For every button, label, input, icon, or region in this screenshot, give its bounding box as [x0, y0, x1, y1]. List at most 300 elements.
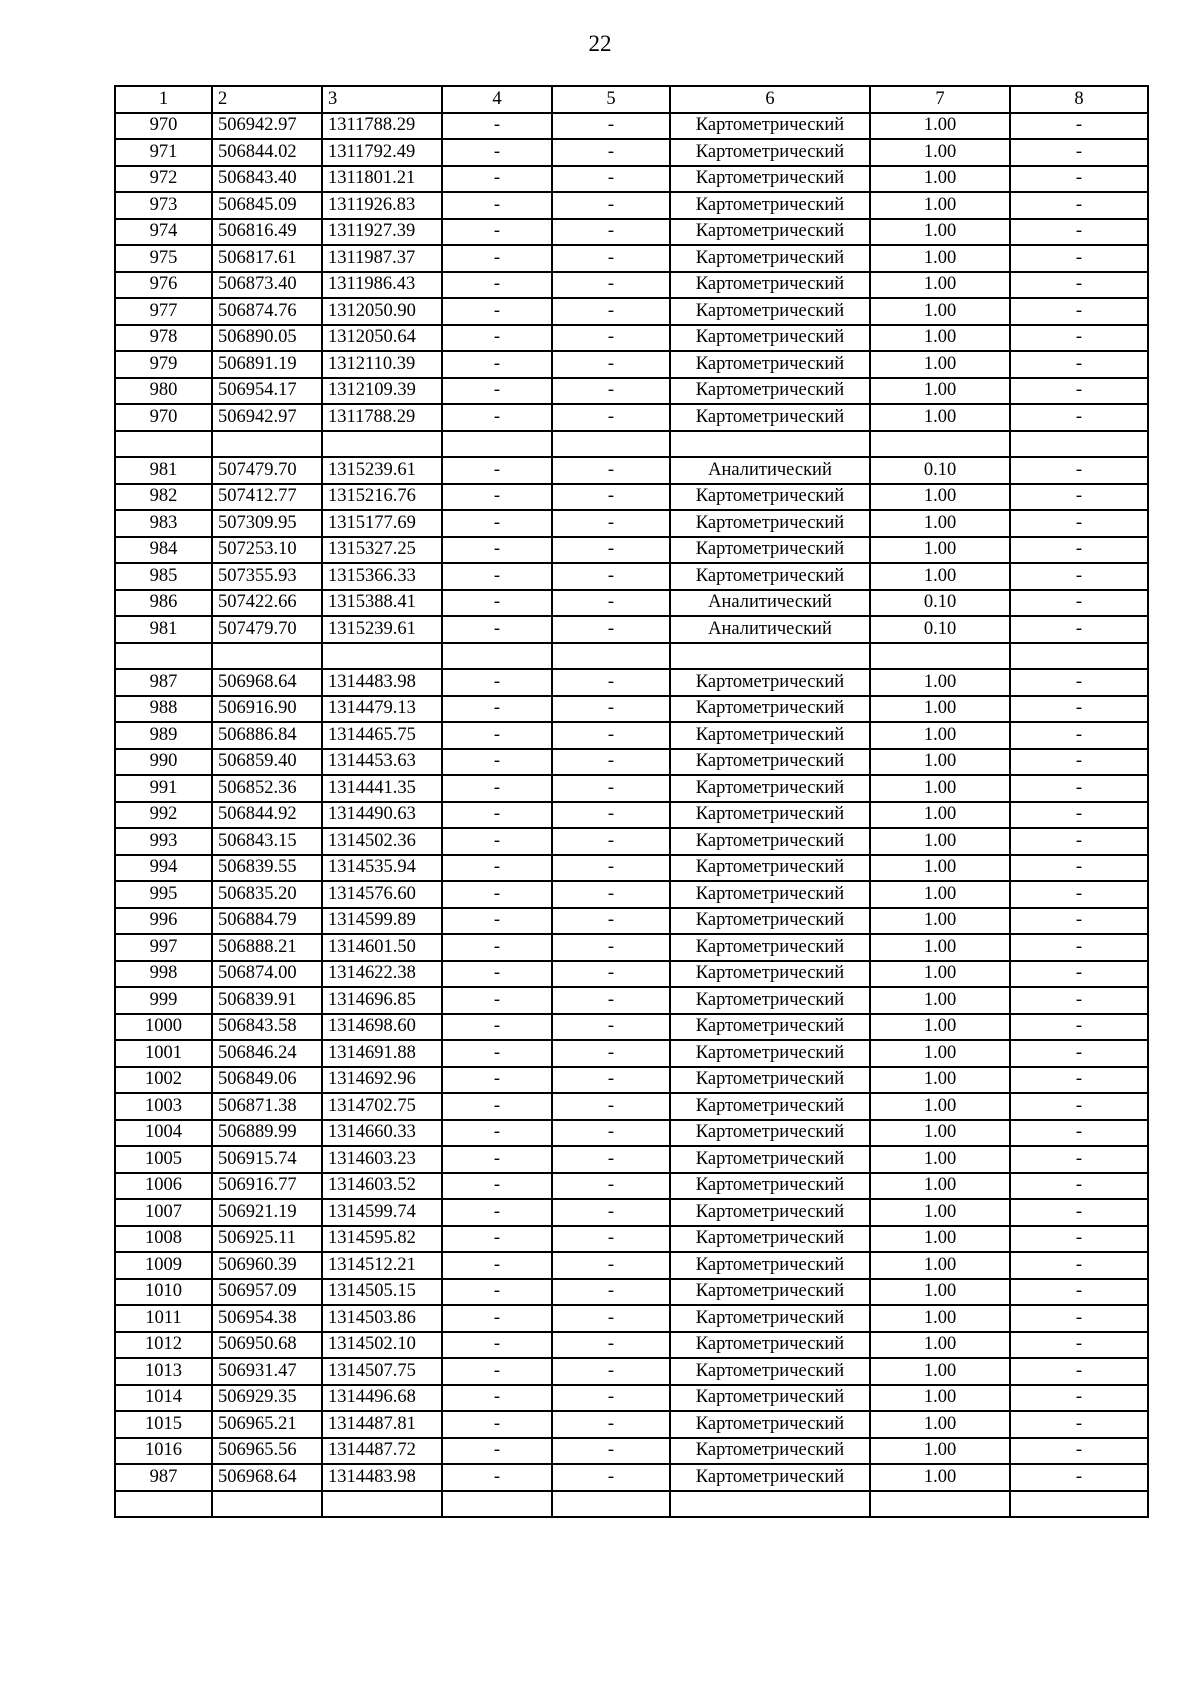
- cell-col-8: -: [1010, 696, 1148, 723]
- cell-col-1: 990: [115, 749, 212, 776]
- cell-col-6: Аналитический: [670, 590, 870, 617]
- cell-col-4: -: [442, 1067, 552, 1094]
- cell-col-3: 1315327.25: [322, 537, 442, 564]
- cell-col-5: -: [552, 1120, 670, 1147]
- cell-col-3: 1314490.63: [322, 802, 442, 829]
- cell-col-7: 1.00: [870, 1067, 1010, 1094]
- cell-col-1: 1015: [115, 1411, 212, 1438]
- cell-col-5: -: [552, 1279, 670, 1306]
- cell-col-1: 987: [115, 669, 212, 696]
- cell-col-5: -: [552, 192, 670, 219]
- cell-col-3: 1314601.50: [322, 934, 442, 961]
- cell-col-2: 506873.40: [212, 272, 322, 299]
- cell-col-1: 977: [115, 298, 212, 325]
- cell-col-2: 506960.39: [212, 1252, 322, 1279]
- cell-col-4: -: [442, 1252, 552, 1279]
- cell-col-6: Картометрический: [670, 272, 870, 299]
- cell-col-4: -: [442, 1199, 552, 1226]
- cell-col-6: Картометрический: [670, 298, 870, 325]
- cell-col-5: -: [552, 881, 670, 908]
- cell-col-6: Картометрический: [670, 1358, 870, 1385]
- cell-col-7: 1.00: [870, 669, 1010, 696]
- cell-col-1: 974: [115, 219, 212, 246]
- cell-col-3: 1315239.61: [322, 457, 442, 484]
- cell-col-5: -: [552, 987, 670, 1014]
- table-row: [115, 298, 1148, 325]
- coordinates-table: [114, 85, 1149, 1518]
- cell-col-8: -: [1010, 378, 1148, 405]
- cell-col-3: 1314512.21: [322, 1252, 442, 1279]
- table-row: [115, 245, 1148, 272]
- cell-col-6: Картометрический: [670, 351, 870, 378]
- cell-col-5: -: [552, 1411, 670, 1438]
- cell-col-2: 506839.91: [212, 987, 322, 1014]
- table-row: [115, 1173, 1148, 1200]
- cell-col-4: -: [442, 139, 552, 166]
- cell-col-2: 506846.24: [212, 1040, 322, 1067]
- table-row: [115, 669, 1148, 696]
- cell-col-7: 1.00: [870, 192, 1010, 219]
- cell-col-1: 1014: [115, 1385, 212, 1412]
- cell-col-8: -: [1010, 404, 1148, 431]
- cell-col-1: 1012: [115, 1332, 212, 1359]
- cell-col-8: -: [1010, 1226, 1148, 1253]
- cell-col-7: 1.00: [870, 1358, 1010, 1385]
- cell-col-6: Картометрический: [670, 404, 870, 431]
- cell-col-3: 1314692.96: [322, 1067, 442, 1094]
- cell-col-8: -: [1010, 1411, 1148, 1438]
- cell-col-7: 1.00: [870, 1279, 1010, 1306]
- cell-col-7: 0.10: [870, 590, 1010, 617]
- cell-col-4: -: [442, 563, 552, 590]
- cell-col-3: 1315239.61: [322, 616, 442, 643]
- table-row: [115, 1093, 1148, 1120]
- table-row: [115, 378, 1148, 405]
- cell-col-3: [322, 643, 442, 670]
- cell-col-4: -: [442, 537, 552, 564]
- cell-col-3: 1314622.38: [322, 961, 442, 988]
- cell-col-6: Картометрический: [670, 1252, 870, 1279]
- cell-col-8: -: [1010, 1093, 1148, 1120]
- cell-col-4: -: [442, 722, 552, 749]
- cell-col-6: Картометрический: [670, 881, 870, 908]
- cell-col-4: -: [442, 1279, 552, 1306]
- cell-col-7: 1.00: [870, 298, 1010, 325]
- cell-col-8: -: [1010, 722, 1148, 749]
- table-row: [115, 616, 1148, 643]
- cell-col-6: Картометрический: [670, 563, 870, 590]
- cell-col-5: -: [552, 245, 670, 272]
- cell-col-1: 976: [115, 272, 212, 299]
- table-row: [115, 1358, 1148, 1385]
- cell-col-5: -: [552, 1146, 670, 1173]
- cell-col-8: -: [1010, 1199, 1148, 1226]
- cell-col-3: 1314696.85: [322, 987, 442, 1014]
- cell-col-6: Картометрический: [670, 1120, 870, 1147]
- cell-col-6: Картометрический: [670, 828, 870, 855]
- cell-col-7: 1.00: [870, 245, 1010, 272]
- cell-col-8: [1010, 1491, 1148, 1518]
- cell-col-7: 0.10: [870, 616, 1010, 643]
- cell-col-4: -: [442, 245, 552, 272]
- cell-col-1: 970: [115, 404, 212, 431]
- cell-col-6: Картометрический: [670, 484, 870, 511]
- cell-col-5: [552, 1491, 670, 1518]
- cell-col-4: -: [442, 696, 552, 723]
- cell-col-2: 506968.64: [212, 669, 322, 696]
- cell-col-8: -: [1010, 1252, 1148, 1279]
- cell-col-1: 998: [115, 961, 212, 988]
- cell-col-7: 1.00: [870, 1040, 1010, 1067]
- table-row: [115, 1411, 1148, 1438]
- header-cell-4: 4: [442, 86, 552, 113]
- cell-col-7: 1.00: [870, 1385, 1010, 1412]
- cell-col-2: 506942.97: [212, 113, 322, 140]
- cell-col-2: 506843.58: [212, 1014, 322, 1041]
- cell-col-7: 1.00: [870, 1199, 1010, 1226]
- cell-col-7: 1.00: [870, 537, 1010, 564]
- cell-col-7: 1.00: [870, 775, 1010, 802]
- cell-col-8: -: [1010, 669, 1148, 696]
- cell-col-2: 506916.77: [212, 1173, 322, 1200]
- cell-col-3: 1314576.60: [322, 881, 442, 908]
- table-row: [115, 563, 1148, 590]
- cell-col-5: [552, 431, 670, 458]
- cell-col-5: -: [552, 219, 670, 246]
- cell-col-7: 1.00: [870, 908, 1010, 935]
- cell-col-2: 506886.84: [212, 722, 322, 749]
- cell-col-7: [870, 431, 1010, 458]
- cell-col-6: Картометрический: [670, 219, 870, 246]
- cell-col-7: 1.00: [870, 1014, 1010, 1041]
- cell-col-3: 1311986.43: [322, 272, 442, 299]
- cell-col-6: Картометрический: [670, 987, 870, 1014]
- cell-col-2: 506859.40: [212, 749, 322, 776]
- cell-col-1: 996: [115, 908, 212, 935]
- cell-col-7: 1.00: [870, 1332, 1010, 1359]
- cell-col-6: [670, 431, 870, 458]
- cell-col-8: -: [1010, 1438, 1148, 1465]
- cell-col-7: 1.00: [870, 1438, 1010, 1465]
- cell-col-8: -: [1010, 537, 1148, 564]
- cell-col-4: -: [442, 961, 552, 988]
- cell-col-5: -: [552, 1252, 670, 1279]
- cell-col-5: -: [552, 1358, 670, 1385]
- cell-col-4: -: [442, 749, 552, 776]
- table-row: [115, 272, 1148, 299]
- cell-col-6: Картометрический: [670, 696, 870, 723]
- cell-col-4: -: [442, 1438, 552, 1465]
- cell-col-3: [322, 1491, 442, 1518]
- cell-col-4: -: [442, 1411, 552, 1438]
- cell-col-4: -: [442, 934, 552, 961]
- table-row: [115, 219, 1148, 246]
- cell-col-1: [115, 643, 212, 670]
- cell-col-7: 1.00: [870, 351, 1010, 378]
- cell-col-2: 507412.77: [212, 484, 322, 511]
- cell-col-3: 1314502.10: [322, 1332, 442, 1359]
- cell-col-8: -: [1010, 1040, 1148, 1067]
- cell-col-5: -: [552, 669, 670, 696]
- cell-col-6: Картометрический: [670, 1093, 870, 1120]
- cell-col-3: 1315177.69: [322, 510, 442, 537]
- cell-col-1: 999: [115, 987, 212, 1014]
- header-cell-8: 8: [1010, 86, 1148, 113]
- cell-col-1: 993: [115, 828, 212, 855]
- cell-col-5: -: [552, 351, 670, 378]
- table-row: [115, 431, 1148, 458]
- cell-col-1: 1006: [115, 1173, 212, 1200]
- cell-col-3: 1314595.82: [322, 1226, 442, 1253]
- table-row: [115, 908, 1148, 935]
- table-header-row: [115, 86, 1148, 113]
- cell-col-5: -: [552, 272, 670, 299]
- cell-col-3: 1314483.98: [322, 669, 442, 696]
- cell-col-3: 1314503.86: [322, 1305, 442, 1332]
- cell-col-6: Картометрический: [670, 1464, 870, 1491]
- cell-col-1: 972: [115, 166, 212, 193]
- cell-col-5: -: [552, 113, 670, 140]
- cell-col-4: -: [442, 457, 552, 484]
- cell-col-3: 1314487.72: [322, 1438, 442, 1465]
- cell-col-6: Картометрический: [670, 775, 870, 802]
- cell-col-7: 1.00: [870, 166, 1010, 193]
- cell-col-6: Картометрический: [670, 802, 870, 829]
- cell-col-2: 506852.36: [212, 775, 322, 802]
- cell-col-5: -: [552, 722, 670, 749]
- cell-col-4: -: [442, 272, 552, 299]
- cell-col-2: 506871.38: [212, 1093, 322, 1120]
- table-row: [115, 1199, 1148, 1226]
- cell-col-4: -: [442, 1093, 552, 1120]
- cell-col-5: -: [552, 828, 670, 855]
- cell-col-4: -: [442, 1358, 552, 1385]
- cell-col-2: 506849.06: [212, 1067, 322, 1094]
- cell-col-8: -: [1010, 272, 1148, 299]
- cell-col-2: 506891.19: [212, 351, 322, 378]
- cell-col-3: 1314603.52: [322, 1173, 442, 1200]
- table-row: [115, 802, 1148, 829]
- cell-col-8: -: [1010, 113, 1148, 140]
- cell-col-3: 1312110.39: [322, 351, 442, 378]
- cell-col-1: [115, 1491, 212, 1518]
- cell-col-8: -: [1010, 219, 1148, 246]
- cell-col-7: 1.00: [870, 1464, 1010, 1491]
- cell-col-2: 506816.49: [212, 219, 322, 246]
- cell-col-2: 506844.02: [212, 139, 322, 166]
- cell-col-2: 506968.64: [212, 1464, 322, 1491]
- cell-col-2: 507355.93: [212, 563, 322, 590]
- table-row: [115, 166, 1148, 193]
- cell-col-7: 1.00: [870, 404, 1010, 431]
- cell-col-8: -: [1010, 166, 1148, 193]
- cell-col-1: 1007: [115, 1199, 212, 1226]
- cell-col-6: Картометрический: [670, 1385, 870, 1412]
- cell-col-4: [442, 431, 552, 458]
- cell-col-1: 986: [115, 590, 212, 617]
- cell-col-1: 1010: [115, 1279, 212, 1306]
- cell-col-8: -: [1010, 510, 1148, 537]
- page-number: 22: [588, 31, 612, 56]
- cell-col-1: 988: [115, 696, 212, 723]
- cell-col-7: 1.00: [870, 113, 1010, 140]
- cell-col-6: Картометрический: [670, 1438, 870, 1465]
- cell-col-3: 1315388.41: [322, 590, 442, 617]
- cell-col-7: 1.00: [870, 272, 1010, 299]
- cell-col-4: -: [442, 590, 552, 617]
- cell-col-5: -: [552, 1438, 670, 1465]
- table-row: [115, 1491, 1148, 1518]
- cell-col-3: 1311788.29: [322, 404, 442, 431]
- cell-col-5: -: [552, 1173, 670, 1200]
- cell-col-5: -: [552, 961, 670, 988]
- cell-col-8: -: [1010, 881, 1148, 908]
- cell-col-7: 1.00: [870, 1305, 1010, 1332]
- cell-col-1: 971: [115, 139, 212, 166]
- cell-col-6: Картометрический: [670, 908, 870, 935]
- cell-col-5: [552, 643, 670, 670]
- header-cell-5: 5: [552, 86, 670, 113]
- cell-col-8: -: [1010, 987, 1148, 1014]
- cell-col-1: 978: [115, 325, 212, 352]
- cell-col-1: 1003: [115, 1093, 212, 1120]
- cell-col-5: -: [552, 457, 670, 484]
- cell-col-1: 1011: [115, 1305, 212, 1332]
- cell-col-2: 506874.76: [212, 298, 322, 325]
- cell-col-4: -: [442, 1146, 552, 1173]
- cell-col-4: -: [442, 616, 552, 643]
- cell-col-6: Картометрический: [670, 1279, 870, 1306]
- cell-col-4: [442, 643, 552, 670]
- cell-col-4: -: [442, 192, 552, 219]
- cell-col-8: -: [1010, 775, 1148, 802]
- cell-col-5: -: [552, 404, 670, 431]
- cell-col-6: Картометрический: [670, 1332, 870, 1359]
- cell-col-1: 994: [115, 855, 212, 882]
- cell-col-2: 506888.21: [212, 934, 322, 961]
- cell-col-6: Картометрический: [670, 1226, 870, 1253]
- cell-col-8: -: [1010, 1120, 1148, 1147]
- cell-col-5: -: [552, 1464, 670, 1491]
- cell-col-1: 984: [115, 537, 212, 564]
- cell-col-4: -: [442, 298, 552, 325]
- cell-col-1: 995: [115, 881, 212, 908]
- cell-col-3: 1314507.75: [322, 1358, 442, 1385]
- cell-col-1: 987: [115, 1464, 212, 1491]
- cell-col-2: 506931.47: [212, 1358, 322, 1385]
- cell-col-7: [870, 1491, 1010, 1518]
- cell-col-4: -: [442, 802, 552, 829]
- cell-col-8: -: [1010, 1173, 1148, 1200]
- table-row: [115, 1146, 1148, 1173]
- cell-col-6: Картометрический: [670, 245, 870, 272]
- table-row: [115, 828, 1148, 855]
- cell-col-5: -: [552, 1093, 670, 1120]
- cell-col-8: -: [1010, 616, 1148, 643]
- cell-col-6: Картометрический: [670, 934, 870, 961]
- cell-col-2: 506929.35: [212, 1385, 322, 1412]
- cell-col-3: 1314487.81: [322, 1411, 442, 1438]
- cell-col-8: -: [1010, 457, 1148, 484]
- header-cell-6: 6: [670, 86, 870, 113]
- cell-col-6: Картометрический: [670, 1305, 870, 1332]
- table-row: [115, 1014, 1148, 1041]
- table-row: [115, 696, 1148, 723]
- cell-col-4: -: [442, 378, 552, 405]
- cell-col-6: Картометрический: [670, 1067, 870, 1094]
- cell-col-8: -: [1010, 802, 1148, 829]
- cell-col-8: -: [1010, 139, 1148, 166]
- cell-col-5: -: [552, 1226, 670, 1253]
- cell-col-5: -: [552, 1014, 670, 1041]
- cell-col-5: -: [552, 590, 670, 617]
- cell-col-8: -: [1010, 855, 1148, 882]
- cell-col-8: -: [1010, 908, 1148, 935]
- cell-col-3: 1314702.75: [322, 1093, 442, 1120]
- cell-col-5: -: [552, 1067, 670, 1094]
- cell-col-1: 982: [115, 484, 212, 511]
- cell-col-5: -: [552, 510, 670, 537]
- header-cell-1: 1: [115, 86, 212, 113]
- cell-col-5: -: [552, 908, 670, 935]
- cell-col-4: -: [442, 219, 552, 246]
- cell-col-5: -: [552, 563, 670, 590]
- cell-col-7: 1.00: [870, 1093, 1010, 1120]
- cell-col-1: 975: [115, 245, 212, 272]
- table-row: [115, 192, 1148, 219]
- cell-col-6: Картометрический: [670, 961, 870, 988]
- cell-col-8: -: [1010, 590, 1148, 617]
- cell-col-7: 1.00: [870, 219, 1010, 246]
- cell-col-5: -: [552, 325, 670, 352]
- cell-col-6: Картометрический: [670, 722, 870, 749]
- cell-col-6: Картометрический: [670, 510, 870, 537]
- table-row: [115, 722, 1148, 749]
- cell-col-7: 1.00: [870, 1252, 1010, 1279]
- table-row: [115, 1332, 1148, 1359]
- cell-col-1: [115, 431, 212, 458]
- cell-col-6: Картометрический: [670, 537, 870, 564]
- cell-col-6: Картометрический: [670, 1040, 870, 1067]
- cell-col-8: -: [1010, 1332, 1148, 1359]
- cell-col-5: -: [552, 1199, 670, 1226]
- cell-col-6: Картометрический: [670, 1173, 870, 1200]
- cell-col-7: 1.00: [870, 325, 1010, 352]
- cell-col-5: -: [552, 696, 670, 723]
- cell-col-1: 981: [115, 457, 212, 484]
- cell-col-5: -: [552, 775, 670, 802]
- cell-col-5: -: [552, 1332, 670, 1359]
- cell-col-8: -: [1010, 1014, 1148, 1041]
- cell-col-1: 1008: [115, 1226, 212, 1253]
- cell-col-4: [442, 1491, 552, 1518]
- cell-col-6: Картометрический: [670, 325, 870, 352]
- cell-col-4: -: [442, 1040, 552, 1067]
- table-row: [115, 881, 1148, 908]
- table-row: [115, 987, 1148, 1014]
- cell-col-7: 1.00: [870, 563, 1010, 590]
- cell-col-5: -: [552, 1305, 670, 1332]
- cell-col-6: Картометрический: [670, 1411, 870, 1438]
- cell-col-8: -: [1010, 1358, 1148, 1385]
- cell-col-6: Картометрический: [670, 669, 870, 696]
- cell-col-2: 506889.99: [212, 1120, 322, 1147]
- table-row: [115, 643, 1148, 670]
- cell-col-7: 1.00: [870, 987, 1010, 1014]
- cell-col-7: 1.00: [870, 696, 1010, 723]
- cell-col-8: -: [1010, 749, 1148, 776]
- cell-col-6: [670, 1491, 870, 1518]
